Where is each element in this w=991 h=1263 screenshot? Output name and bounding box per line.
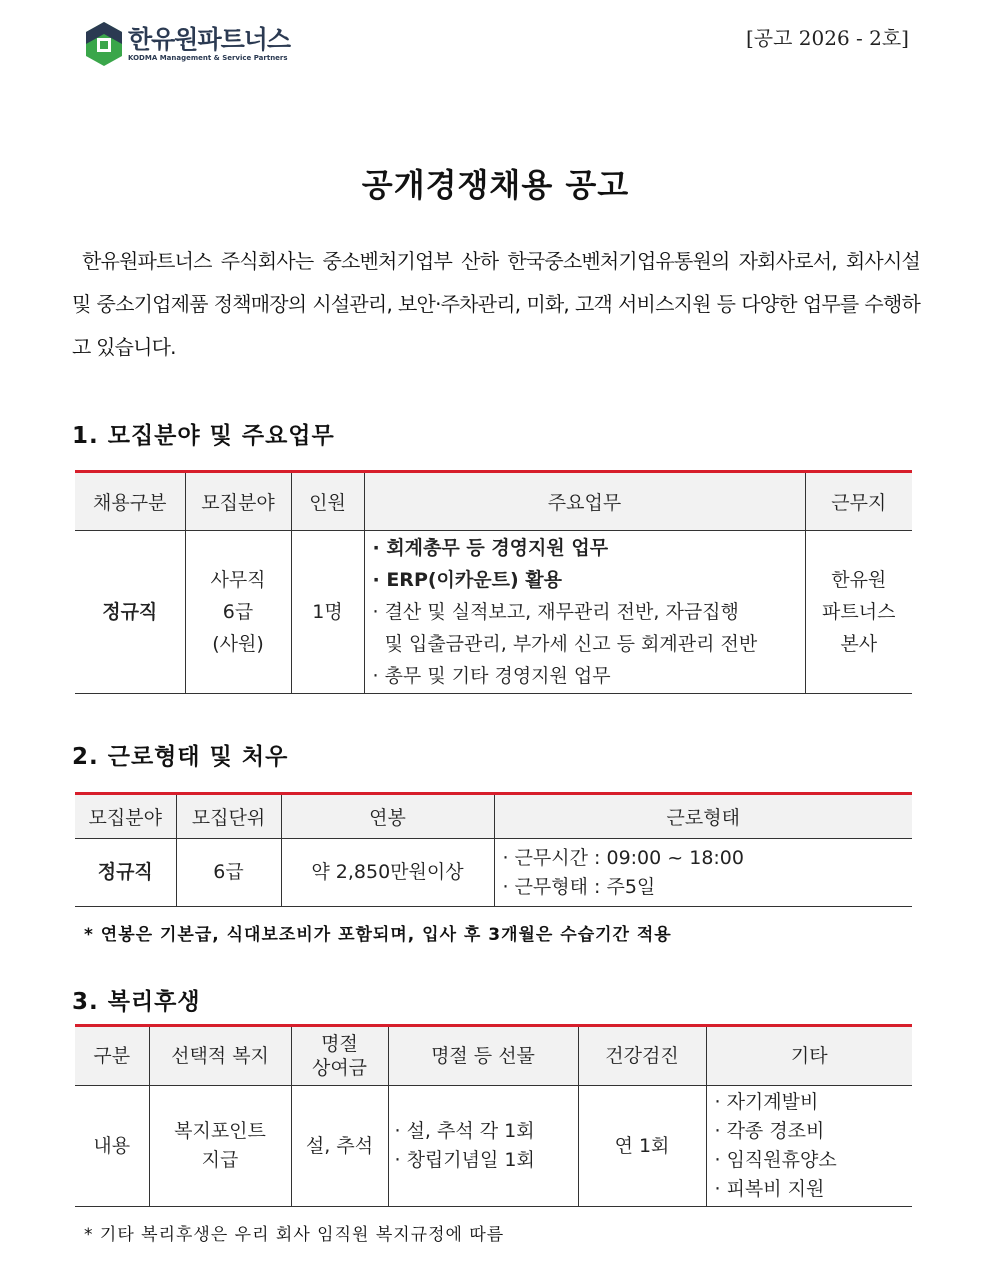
header-cell: 채용구분 <box>75 472 185 531</box>
location-line: 파트너스 <box>822 601 896 623</box>
section-3-heading: 3. 복리후생 <box>72 989 201 1015</box>
work-item: · 근무형태 : 주5일 <box>502 875 656 898</box>
health-checkup: 연 1회 <box>578 1086 706 1207</box>
duty-item: · ERP(이카운트) 활용 <box>372 569 562 591</box>
header-line: 상여금 <box>311 1057 368 1079</box>
location-line: 본사 <box>840 633 878 655</box>
recruit-field <box>185 531 291 694</box>
table-header-row <box>75 472 912 531</box>
gift-item: · 설, 추석 각 1회 <box>394 1120 535 1142</box>
etc-item: · 각종 경조비 <box>714 1120 825 1142</box>
header-line: 명절 <box>321 1033 358 1055</box>
header-cell <box>291 1026 388 1086</box>
header-cell: 명절 등 선물 <box>388 1026 578 1086</box>
location-line: 한유원 <box>831 569 887 591</box>
hexagon-logo-icon <box>84 20 124 68</box>
header-cell: 주요업무 <box>364 472 805 531</box>
work-item: · 근무시간 : 09:00 ~ 18:00 <box>502 846 744 869</box>
header-cell: 근로형태 <box>494 794 912 839</box>
logo-subtitle: KODMA Management & Service Partners <box>128 53 288 62</box>
duties-list <box>364 531 805 694</box>
section-1-heading: 1. 모집분야 및 주요업무 <box>72 423 335 449</box>
header-cell: 인원 <box>291 472 364 531</box>
gifts-list <box>388 1086 578 1207</box>
duty-item: · 결산 및 실적보고, 재무관리 전반, 자금집행 <box>372 601 739 623</box>
table-row <box>75 839 912 907</box>
etc-item: · 피복비 지원 <box>714 1178 825 1200</box>
work-location <box>805 531 912 694</box>
recruit-field: 정규직 <box>75 839 176 907</box>
header-cell: 기타 <box>706 1026 912 1086</box>
field-line: 6급 <box>222 601 254 623</box>
notice-number: [공고 2026 - 2호] <box>745 26 909 50</box>
header-cell: 구분 <box>75 1026 149 1086</box>
company-logo <box>84 20 290 68</box>
welfare-point <box>149 1086 291 1207</box>
logo-name: 한유원파트너스 <box>128 24 291 54</box>
header-cell: 모집분야 <box>75 794 176 839</box>
benefits-table <box>75 1024 912 1207</box>
etc-item: · 자기계발비 <box>714 1091 819 1113</box>
header-cell: 선택적 복지 <box>149 1026 291 1086</box>
field-line: (사원) <box>212 633 264 655</box>
row-label: 내용 <box>75 1086 149 1207</box>
salary-note: * 연봉은 기본급, 식대보조비가 포함되며, 입사 후 3개월은 수습기간 적용 <box>84 925 672 945</box>
header-cell: 건강검진 <box>578 1026 706 1086</box>
holiday-bonus: 설, 추석 <box>291 1086 388 1207</box>
welfare-line: 복지포인트 <box>174 1120 266 1142</box>
table-row <box>75 1086 912 1207</box>
page-title: 공개경쟁채용 공고 <box>361 166 630 204</box>
benefits-note: * 기타 복리후생은 우리 회사 임직원 복지규정에 따름 <box>84 1225 505 1245</box>
header-cell: 연봉 <box>281 794 494 839</box>
employment-type: 정규직 <box>75 531 185 694</box>
header <box>0 0 991 90</box>
header-cell: 근무지 <box>805 472 912 531</box>
etc-item: · 임직원휴양소 <box>714 1149 837 1171</box>
intro-paragraph <box>72 240 920 369</box>
work-conditions-table <box>75 792 912 907</box>
table-header-row <box>75 794 912 839</box>
section-2-heading: 2. 근로형태 및 처우 <box>72 744 289 770</box>
duty-item: · 총무 및 기타 경영지원 업무 <box>372 665 611 687</box>
table-header-row <box>75 1026 912 1086</box>
duty-item: · 회계총무 등 경영지원 업무 <box>372 537 609 559</box>
gift-item: · 창립기념일 1회 <box>394 1149 535 1171</box>
duty-item: 및 입출금관리, 부가세 신고 등 회계관리 전반 <box>372 633 758 655</box>
header-cell: 모집단위 <box>176 794 281 839</box>
table-row <box>75 531 912 694</box>
etc-list <box>706 1086 912 1207</box>
welfare-line: 지급 <box>201 1149 239 1171</box>
recruit-unit: 6급 <box>176 839 281 907</box>
headcount: 1명 <box>291 531 364 694</box>
intro-text: 한유원파트너스 주식회사는 중소벤처기업부 산하 한국중소벤처기업유통원의 자회사로서, 회사시설 및 중소기업제품 정책매장의 시설관리, 보안·주차관리, 미화, 고객 서비스지원 등 다양한 업무를 수행하고 있습니다. <box>72 249 920 359</box>
recruitment-table <box>75 470 912 694</box>
field-line: 사무직 <box>210 569 266 591</box>
work-type-list <box>494 839 912 907</box>
salary: 약 2,850만원이상 <box>281 839 494 907</box>
header-cell: 모집분야 <box>185 472 291 531</box>
